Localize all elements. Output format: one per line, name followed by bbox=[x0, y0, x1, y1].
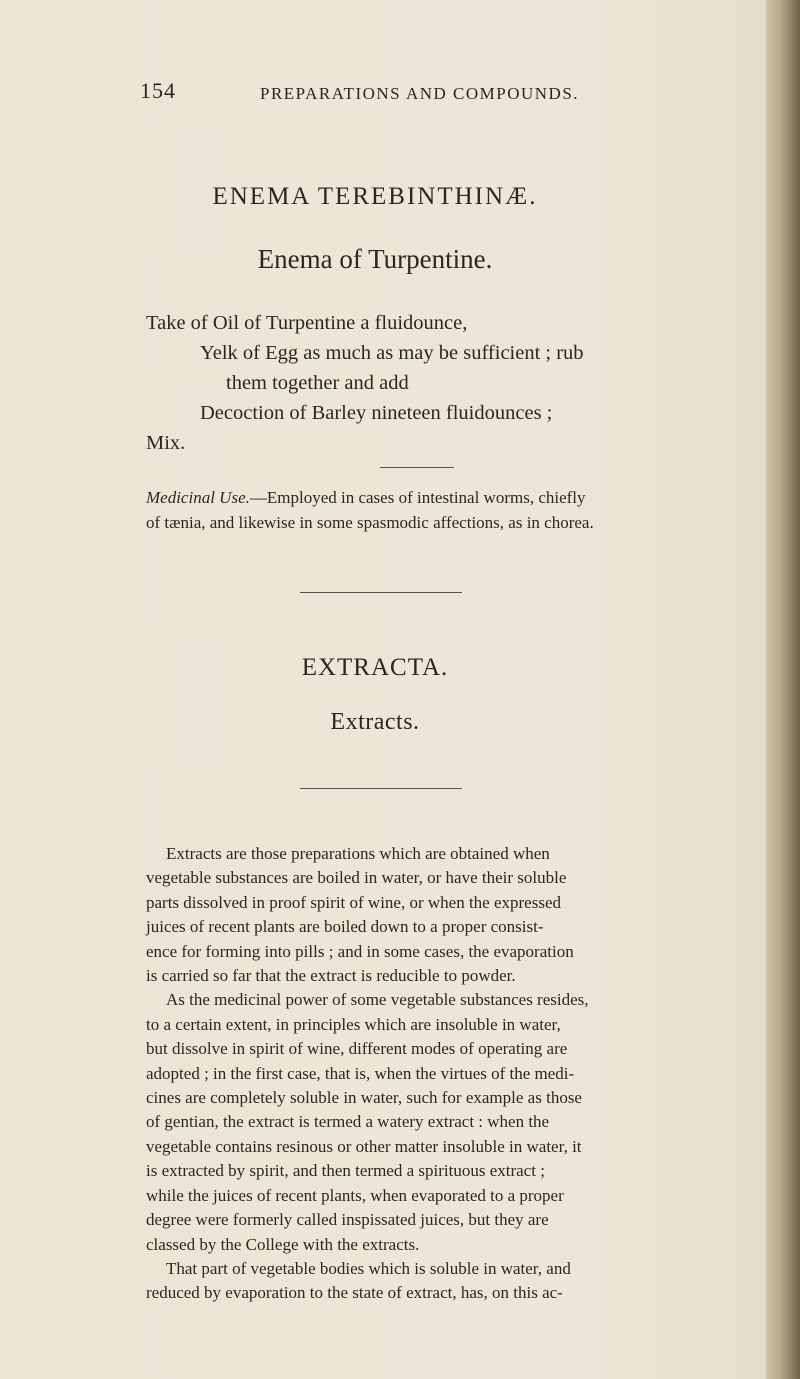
page-binding-edge bbox=[766, 0, 800, 1379]
body-line: adopted ; in the first case, that is, when the virtues of the medi- bbox=[146, 1063, 575, 1083]
body-line: to a certain extent, in principles which are insoluble in water, bbox=[146, 1014, 561, 1034]
enema-title-english: Enema of Turpentine. bbox=[257, 244, 493, 274]
body-line: juices of recent plants are boiled down to a proper consist- bbox=[146, 917, 544, 937]
enema-title-latin: ENEMA TEREBINTHINÆ. bbox=[212, 183, 538, 210]
section-divider-bottom bbox=[300, 788, 462, 789]
recipe-line: Mix. bbox=[146, 432, 186, 454]
running-head: PREPARATIONS AND COMPOUNDS. bbox=[260, 84, 580, 103]
short-divider bbox=[380, 467, 454, 468]
body-line: but dissolve in spirit of wine, different modes of operating are bbox=[146, 1039, 568, 1059]
body-line: ence for forming into pills ; and in some cases, the evaporation bbox=[146, 941, 574, 961]
recipe-block bbox=[146, 308, 766, 458]
body-line: cines are completely soluble in water, such for example as those bbox=[146, 1088, 582, 1108]
recipe-line: Yelk of Egg as much as may be sufficient ; rub bbox=[200, 342, 584, 364]
recipe-line: them together and add bbox=[226, 372, 409, 394]
body-line: parts dissolved in proof spirit of wine, or when the expressed bbox=[146, 892, 561, 912]
recipe-line: Take of Oil of Turpentine a fluidounce, bbox=[146, 312, 468, 334]
medicinal-use-text: of tænia, and likewise in some spasmodic affections, as in chorea. bbox=[146, 513, 594, 532]
body-line: is extracted by spirit, and then termed a spirituous extract ; bbox=[146, 1161, 545, 1181]
extracts-body bbox=[146, 842, 746, 1306]
page-number: 154 bbox=[140, 78, 176, 103]
medicinal-use-label: Medicinal Use. bbox=[146, 488, 250, 507]
body-line: vegetable contains resinous or other matter insoluble in water, it bbox=[146, 1136, 582, 1156]
body-line: vegetable substances are boiled in water, or have their soluble bbox=[146, 868, 567, 888]
body-line: That part of vegetable bodies which is soluble in water, and bbox=[166, 1258, 571, 1278]
body-line: As the medicinal power of some vegetable substances resides, bbox=[166, 990, 589, 1010]
body-line: reduced by evaporation to the state of extract, has, on this ac- bbox=[146, 1283, 563, 1303]
section-divider-top bbox=[300, 592, 462, 593]
body-line: is carried so far that the extract is reducible to powder. bbox=[146, 966, 516, 986]
body-line: degree were formerly called inspissated juices, but they are bbox=[146, 1210, 549, 1230]
extracts-title-latin: EXTRACTA. bbox=[301, 654, 449, 681]
medicinal-use-text: —Employed in cases of intestinal worms, chiefly bbox=[249, 488, 586, 507]
body-line: of gentian, the extract is termed a watery extract : when the bbox=[146, 1112, 550, 1132]
medicinal-use-paragraph bbox=[146, 485, 746, 535]
body-line: while the juices of recent plants, when evaporated to a proper bbox=[146, 1185, 564, 1205]
body-line: classed by the College with the extracts. bbox=[146, 1234, 420, 1254]
extracts-title-english: Extracts. bbox=[330, 709, 420, 735]
recipe-line: Decoction of Barley nineteen fluidounces ; bbox=[200, 402, 553, 424]
body-line: Extracts are those preparations which are obtained when bbox=[166, 844, 550, 863]
